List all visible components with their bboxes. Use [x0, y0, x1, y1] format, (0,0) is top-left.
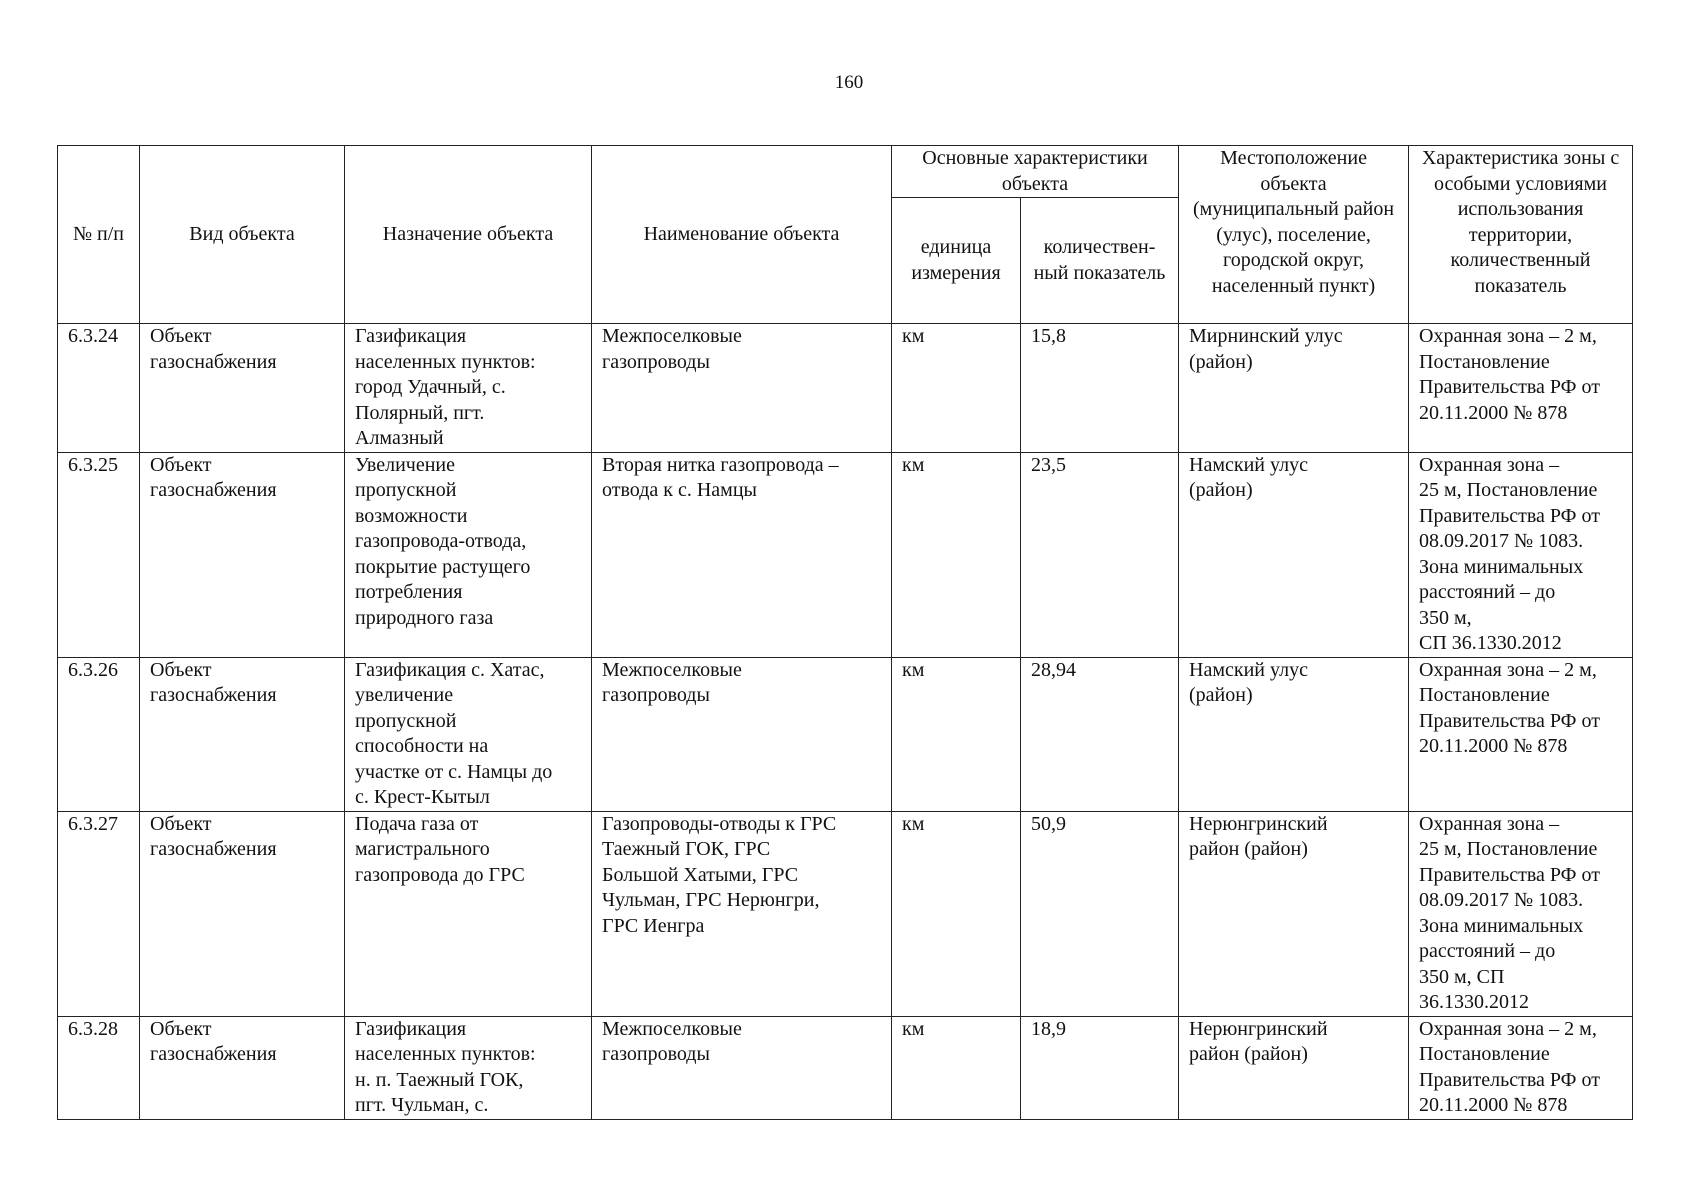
cell-object-name: Вторая нитка газопровода – отвода к с. Намцы [592, 452, 892, 657]
header-object-type: Вид объекта [140, 146, 345, 324]
cell-zone: Охранная зона – 2 м, Постановление Правительства РФ от 20.11.2000 № 878 [1409, 1016, 1633, 1119]
cell-zone: Охранная зона – 2 м, Постановление Правительства РФ от 20.11.2000 № 878 [1409, 324, 1633, 453]
cell-num: 6.3.24 [58, 324, 140, 453]
cell-location: Мирнинский улус (район) [1179, 324, 1409, 453]
cell-unit: км [892, 324, 1021, 453]
header-object-name: Наименование объекта [592, 146, 892, 324]
table-header-row [58, 146, 1633, 198]
cell-object-purpose: Газификация населенных пунктов: н. п. Таежный ГОК, пгт. Чульман, с. [345, 1016, 592, 1119]
page-number: 160 [834, 72, 864, 93]
table-row [58, 452, 1633, 657]
cell-unit: км [892, 811, 1021, 1016]
cell-num: 6.3.28 [58, 1016, 140, 1119]
cell-object-name: Межпоселковые газопроводы [592, 1016, 892, 1119]
cell-quantity: 23,5 [1021, 452, 1179, 657]
cell-object-type: Объект газоснабжения [140, 811, 345, 1016]
cell-num: 6.3.27 [58, 811, 140, 1016]
cell-object-purpose: Подача газа от магистрального газопровода до ГРС [345, 811, 592, 1016]
cell-object-type: Объект газоснабжения [140, 324, 345, 453]
cell-unit: км [892, 657, 1021, 811]
header-zone-characteristic: Характеристика зоны с особыми условиями использования территории, количественный показатель [1409, 146, 1633, 324]
cell-object-name: Межпоселковые газопроводы [592, 657, 892, 811]
header-quantity: количествен- ный показатель [1021, 198, 1179, 324]
cell-object-name: Межпоселковые газопроводы [592, 324, 892, 453]
cell-object-purpose: Газификация с. Хатас, увеличение пропускной способности на участке от с. Намцы до с. Крест-Кытыл [345, 657, 592, 811]
cell-quantity: 28,94 [1021, 657, 1179, 811]
header-num: № п/п [58, 146, 140, 324]
cell-quantity: 50,9 [1021, 811, 1179, 1016]
cell-unit: км [892, 1016, 1021, 1119]
cell-location: Нерюнгринский район (район) [1179, 811, 1409, 1016]
cell-unit: км [892, 452, 1021, 657]
table-row [58, 811, 1633, 1016]
cell-location: Намский улус (район) [1179, 452, 1409, 657]
cell-object-name: Газопроводы-отводы к ГРС Таежный ГОК, ГРС Большой Хатыми, ГРС Чульман, ГРС Нерюнгри, ГРС Иенгра [592, 811, 892, 1016]
cell-quantity: 15,8 [1021, 324, 1179, 453]
cell-object-type: Объект газоснабжения [140, 657, 345, 811]
header-unit: единица измерения [892, 198, 1021, 324]
cell-object-type: Объект газоснабжения [140, 452, 345, 657]
objects-table [57, 145, 1633, 1120]
cell-num: 6.3.25 [58, 452, 140, 657]
header-main-characteristics: Основные характеристики объекта [892, 146, 1179, 198]
cell-object-purpose: Газификация населенных пунктов: город Удачный, с. Полярный, пгт. Алмазный [345, 324, 592, 453]
cell-object-type: Объект газоснабжения [140, 1016, 345, 1119]
cell-location: Намский улус (район) [1179, 657, 1409, 811]
cell-quantity: 18,9 [1021, 1016, 1179, 1119]
cell-zone: Охранная зона – 2 м, Постановление Правительства РФ от 20.11.2000 № 878 [1409, 657, 1633, 811]
table-row [58, 324, 1633, 453]
cell-location: Нерюнгринский район (район) [1179, 1016, 1409, 1119]
header-object-purpose: Назначение объекта [345, 146, 592, 324]
cell-zone: Охранная зона – 25 м, Постановление Правительства РФ от 08.09.2017 № 1083. Зона минимальных расстояний – до 350 м, СП 36.1330.2012 [1409, 811, 1633, 1016]
header-location: Местоположение объекта (муниципальный район (улус), поселение, городской округ, населенный пункт) [1179, 146, 1409, 324]
cell-zone: Охранная зона – 25 м, Постановление Правительства РФ от 08.09.2017 № 1083. Зона минимальных расстояний – до 350 м, СП 36.1330.2012 [1409, 452, 1633, 657]
cell-object-purpose: Увеличение пропускной возможности газопровода-отвода, покрытие растущего потребления природного газа [345, 452, 592, 657]
cell-num: 6.3.26 [58, 657, 140, 811]
table-row [58, 1016, 1633, 1119]
table-row [58, 657, 1633, 811]
